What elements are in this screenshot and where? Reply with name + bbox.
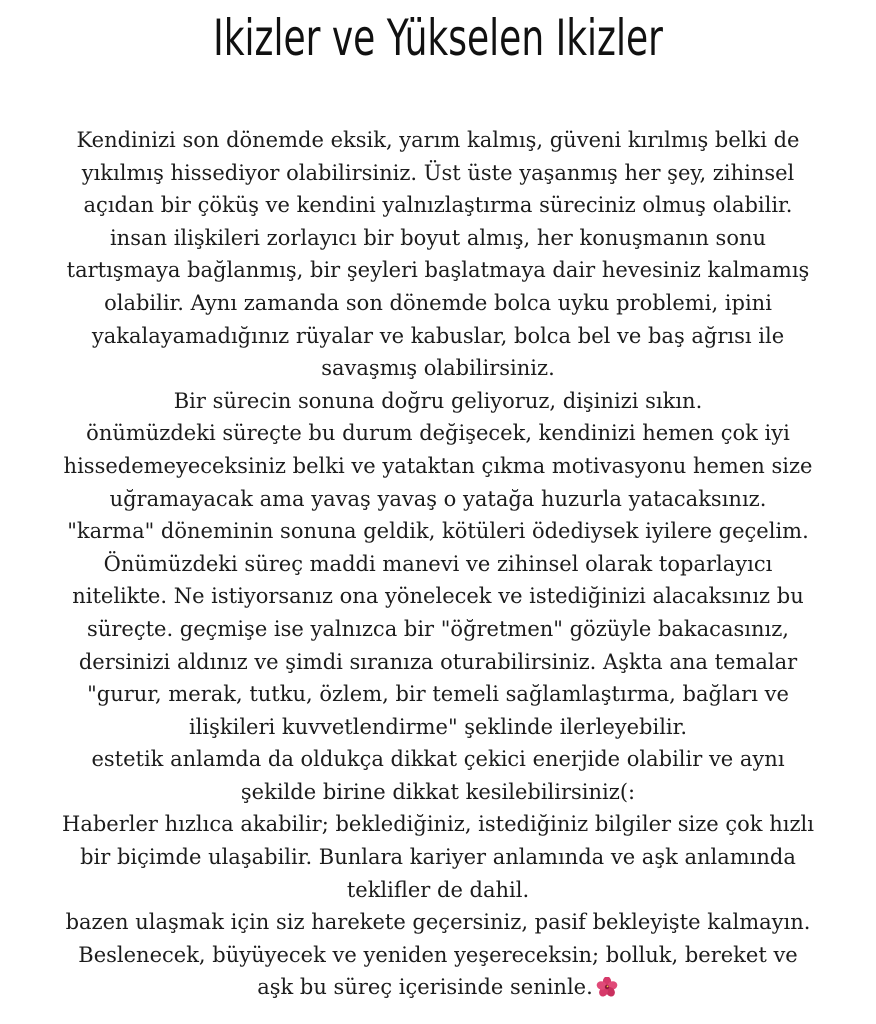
text-line-22: Haberler hızlıca akabilir; beklediğiniz, istediğiniz bilgiler size çok hızlı [62, 812, 814, 837]
text-line-14: Önümüzdeki süreç maddi manevi ve zihinsel olarak toparlayıcı [103, 551, 773, 576]
text-line-24: teklifler de dahil. [346, 877, 530, 902]
text-line-23: bir biçimde ulaşabilir. Bunlara kariyer anlamında ve aşk anlamında [80, 845, 796, 870]
text-line-2: yıkılmış hissediyor olabilirsiniz. Üst üste yaşanmış her şey, zihinsel [81, 160, 795, 185]
hibiscus-emoji-icon [595, 977, 619, 997]
text-line-26: Beslenecek, büyüyecek ve yeniden yeşereceksin; bolluk, bereket ve [78, 942, 798, 967]
text-line-11: hissedemeyeceksiniz belki ve yataktan çıkma motivasyonu hemen size [63, 453, 813, 478]
text-line-20: estetik anlamda da oldukça dikkat çekici enerjide olabilir ve aynı [91, 747, 785, 772]
text-line-21: şekilde birine dikkat kesilebilirsiniz(: [240, 779, 636, 804]
text-line-8: savaşmış olabilirsiniz. [321, 356, 555, 381]
text-line-3: açıdan bir çöküş ve kendini yalnızlaştırma süreciniz olmuş olabilir. [83, 193, 793, 218]
text-line-27 [0, 971, 876, 1004]
page-title: Ikizler ve Yükselen Ikizler [213, 9, 663, 67]
text-line-25: bazen ulaşmak için siz harekete geçersiniz, pasif bekleyişte kalmayın. [65, 910, 811, 935]
article-body [0, 124, 876, 1004]
text-line-17: dersinizi aldınız ve şimdi sıranıza oturabilirsiniz. Aşkta ana temalar [78, 649, 798, 674]
text-line-5: tartışmaya bağlanmış, bir şeyleri başlatmaya dair hevesiniz kalmamış [66, 258, 810, 283]
text-line-10: önümüzdeki süreçte bu durum değişecek, kendinizi hemen çok iyi [86, 421, 790, 446]
text-line-16: süreçte. geçmişe ise yalnızca bir "öğretmen" gözüyle bakacasınız, [87, 616, 789, 641]
text-line-7: yakalayamadığınız rüyalar ve kabuslar, bolca bel ve baş ağrısı ile [91, 323, 785, 348]
text-line-19: ilişkileri kuvvetlendirme" şeklinde ilerleyebilir. [188, 714, 688, 739]
text-line-6: olabilir. Aynı zamanda son dönemde bolca uyku problemi, ipini [104, 290, 772, 315]
text-line-15: nitelikte. Ne istiyorsanız ona yönelecek ve istediğinizi alacaksınız bu [72, 584, 804, 609]
text-line-13: "karma" döneminin sonuna geldik, kötüleri ödediysek iyilere geçelim. [67, 519, 809, 544]
last-line-text: aşk bu süreç içerisinde seninle. [257, 975, 593, 1000]
text-line-18: "gurur, merak, tutku, özlem, bir temeli sağlamlaştırma, bağları ve [87, 682, 789, 707]
text-line-9: Bir sürecin sonuna doğru geliyoruz, dişinizi sıkın. [173, 388, 703, 413]
text-line-4: insan ilişkileri zorlayıcı bir boyut almış, her konuşmanın sonu [109, 225, 767, 250]
text-line-12: uğramayacak ama yavaş yavaş o yatağa huzurla yatacaksınız. [109, 486, 767, 511]
text-line-1: Kendinizi son dönemde eksik, yarım kalmış, güveni kırılmış belki de [76, 128, 800, 152]
